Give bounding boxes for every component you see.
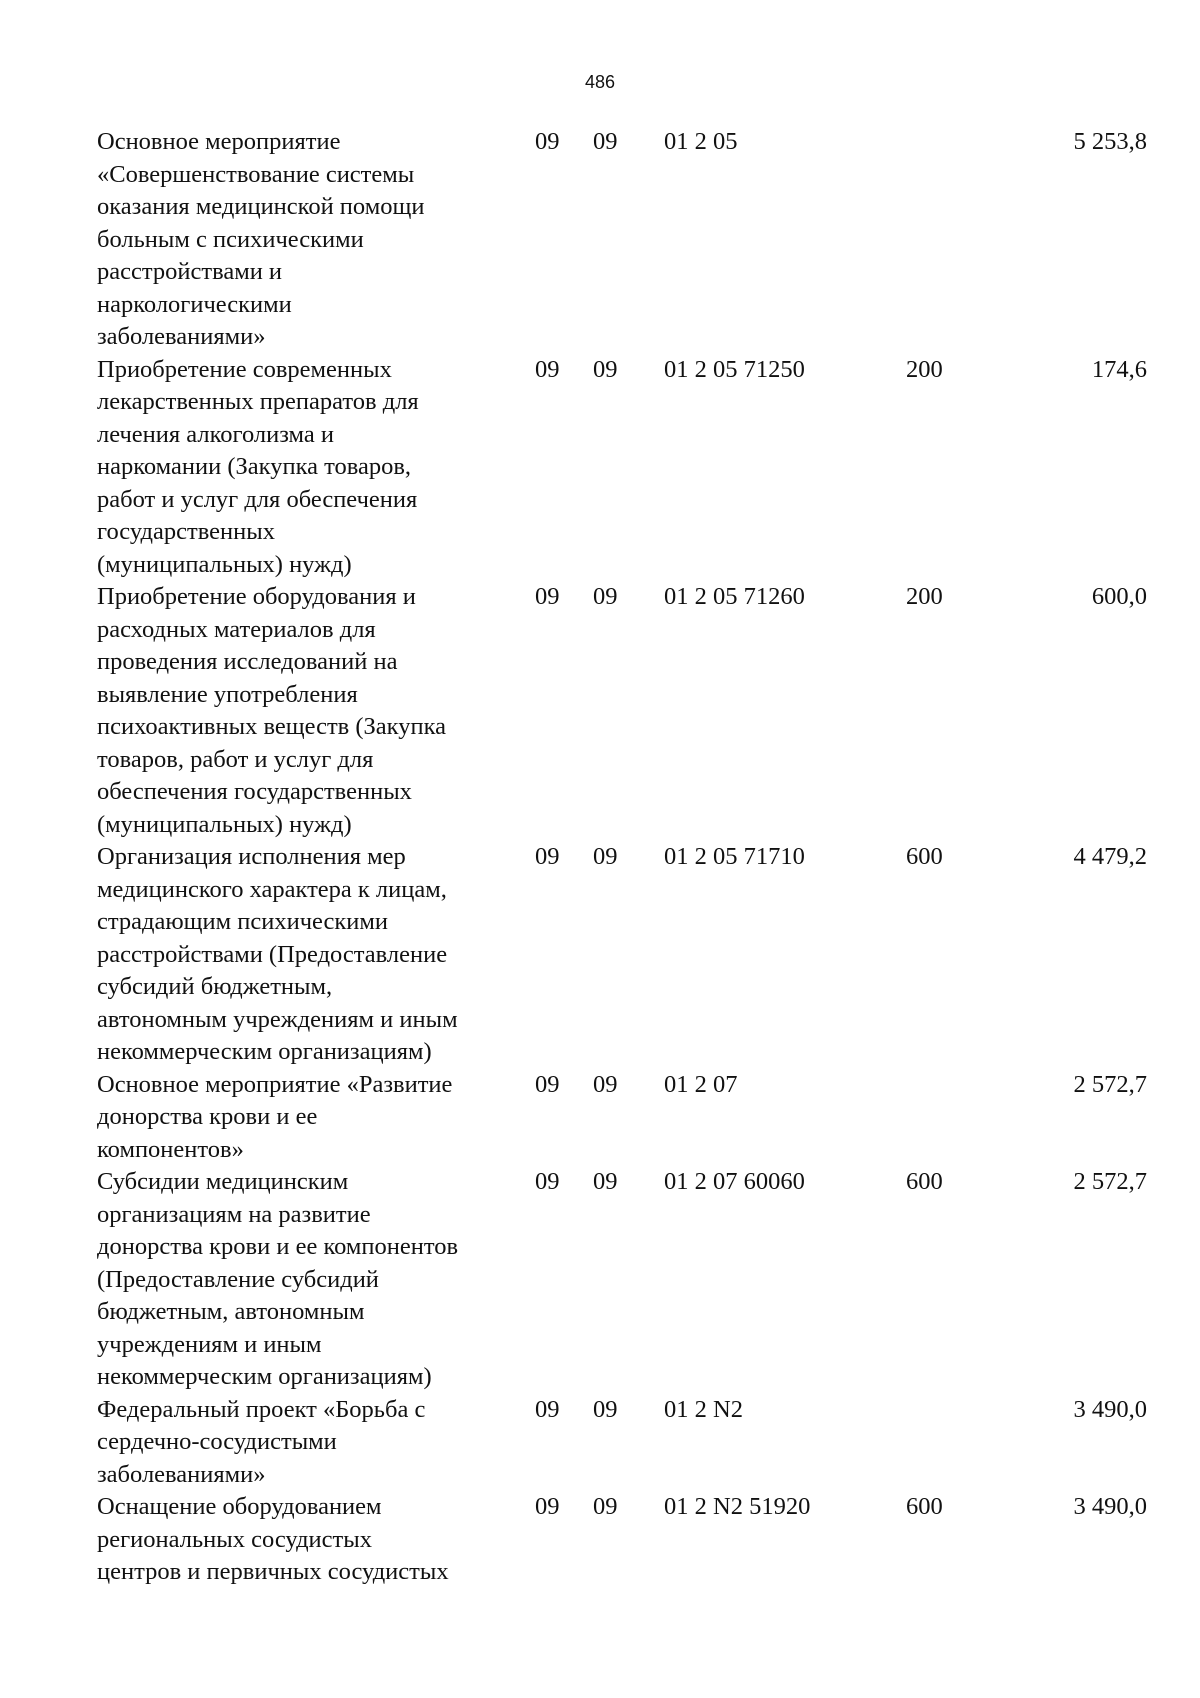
subsection-code: 09 — [593, 355, 618, 383]
expense-type-code: 600 — [906, 843, 943, 870]
budget-table — [97, 126, 1147, 1589]
table-row — [97, 841, 1147, 1069]
amount: 5 253,8 — [1073, 128, 1147, 155]
table-row — [97, 1069, 1147, 1167]
section-code: 09 — [535, 355, 560, 383]
table-row — [97, 1394, 1147, 1492]
item-name: Субсидии медицинским организациям на развитие донорства крови и ее компонентов (Предоставление субсидий бюджетным, автономным учреждениям и иным некоммерческим организациям) — [97, 1168, 459, 1390]
table-row — [97, 354, 1147, 582]
table-row — [97, 581, 1147, 841]
page-number: 486 — [584, 72, 616, 92]
amount: 3 490,0 — [1073, 1493, 1147, 1520]
table-row — [97, 1491, 1147, 1589]
target-article-code: 01 2 07 60060 — [664, 1168, 805, 1195]
target-article-code: 01 2 05 — [664, 128, 738, 155]
amount: 2 572,7 — [1073, 1070, 1147, 1098]
expense-type-code: 200 — [906, 583, 943, 610]
section-code: 09 — [535, 1070, 560, 1098]
expense-type-code: 600 — [906, 1168, 943, 1195]
amount: 2 572,7 — [1073, 1168, 1147, 1195]
target-article-code: 01 2 05 71710 — [664, 843, 805, 870]
section-code: 09 — [535, 1168, 560, 1195]
target-article-code: 01 2 05 71250 — [664, 355, 805, 383]
target-article-code: 01 2 05 71260 — [664, 583, 805, 610]
subsection-code: 09 — [593, 583, 618, 610]
item-name: Приобретение современных лекарственных препаратов для лечения алкоголизма и наркомании (Закупка товаров, работ и услуг для обеспечения государственных (муниципальных) нужд) — [97, 355, 419, 578]
item-name: Основное мероприятие «Развитие донорства крови и ее компонентов» — [97, 1070, 453, 1163]
target-article-code: 01 2 N2 — [664, 1395, 743, 1423]
section-code: 09 — [535, 128, 560, 155]
expense-type-code: 600 — [906, 1493, 943, 1520]
item-name: Основное мероприятие «Совершенствование системы оказания медицинской помощи больным с психическими расстройствами и наркологическими заболеваниями» — [97, 128, 425, 350]
amount: 3 490,0 — [1073, 1395, 1147, 1423]
section-code: 09 — [535, 583, 560, 610]
section-code: 09 — [535, 1395, 560, 1423]
table-row — [97, 126, 1147, 354]
expense-type-code: 200 — [906, 355, 943, 383]
table-row — [97, 1166, 1147, 1394]
section-code: 09 — [535, 843, 560, 870]
target-article-code: 01 2 07 — [664, 1070, 738, 1098]
subsection-code: 09 — [593, 1395, 618, 1423]
subsection-code: 09 — [593, 128, 618, 155]
subsection-code: 09 — [593, 843, 618, 870]
item-name: Оснащение оборудованием региональных сосудистых центров и первичных сосудистых — [97, 1493, 449, 1585]
subsection-code: 09 — [593, 1493, 618, 1520]
amount: 4 479,2 — [1073, 843, 1147, 870]
subsection-code: 09 — [593, 1070, 618, 1098]
item-name: Приобретение оборудования и расходных материалов для проведения исследований на выявление употребления психоактивных веществ (Закупка товаров, работ и услуг для обеспечения государственных (муниципальных) нужд) — [97, 583, 447, 838]
section-code: 09 — [535, 1493, 560, 1520]
amount: 600,0 — [1091, 583, 1147, 610]
item-name: Организация исполнения мер медицинского характера к лицам, страдающим психическими расстройствами (Предоставление субсидий бюджетным, автономным учреждениям и иным некоммерческим организациям) — [97, 843, 458, 1065]
target-article-code: 01 2 N2 51920 — [664, 1493, 811, 1520]
item-name: Федеральный проект «Борьба с сердечно-сосудистыми заболеваниями» — [97, 1395, 426, 1488]
subsection-code: 09 — [593, 1168, 618, 1195]
amount: 174,6 — [1091, 355, 1147, 383]
